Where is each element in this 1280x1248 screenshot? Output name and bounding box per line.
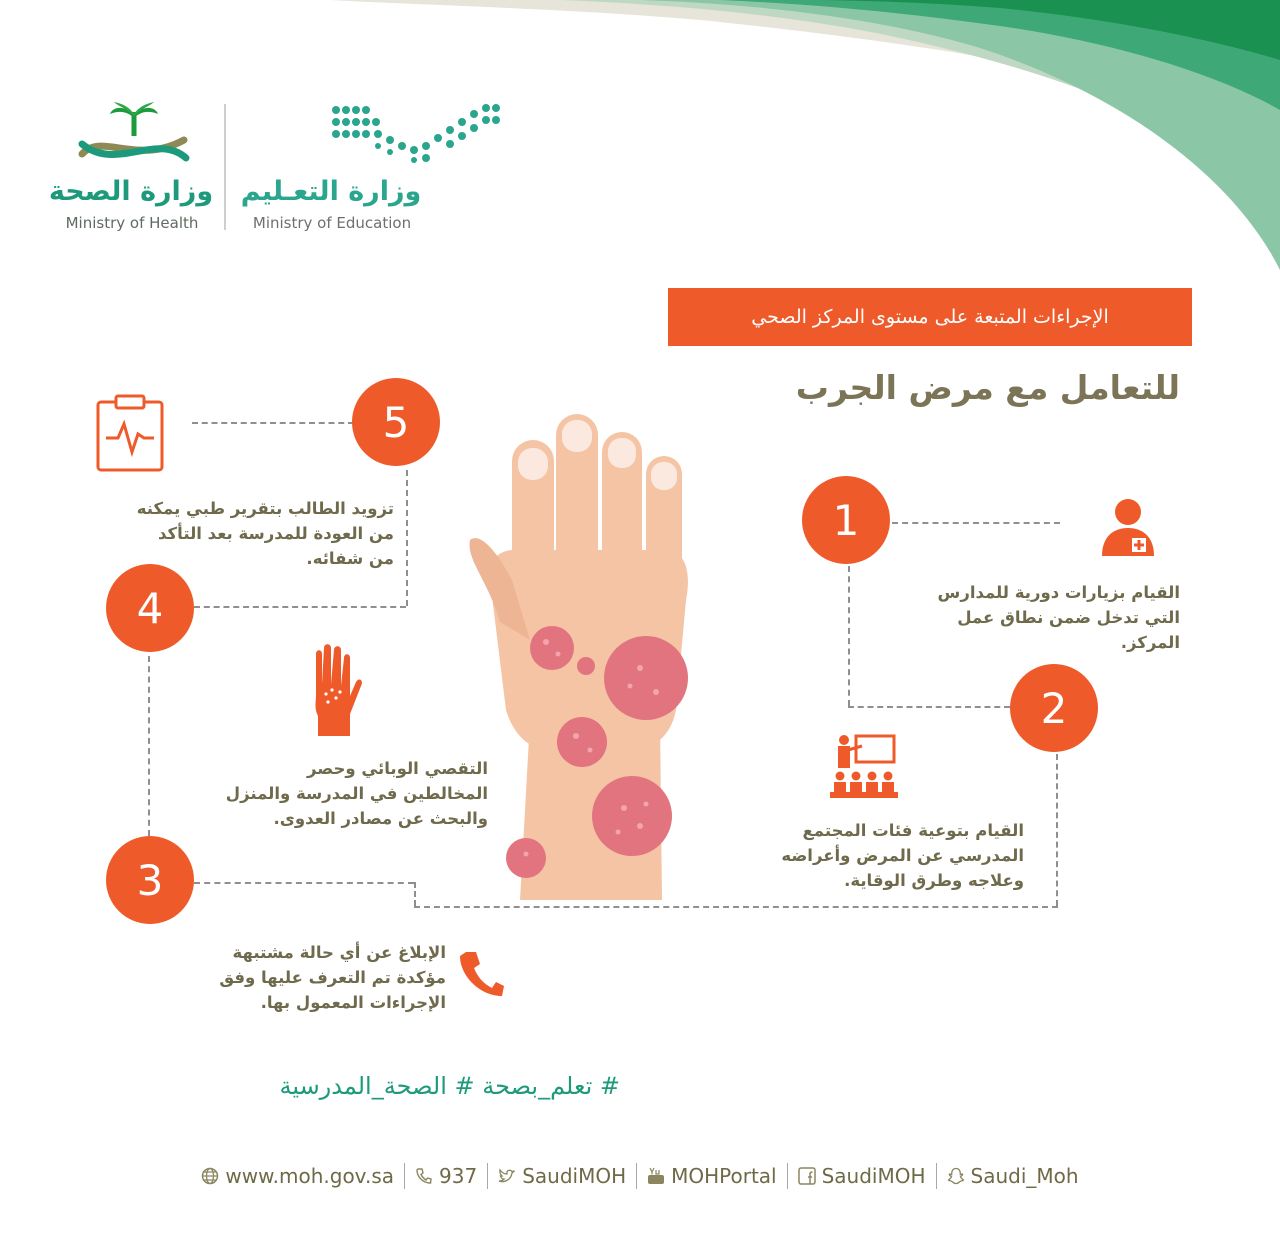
connector-5-4-vertical	[406, 470, 408, 606]
phone-small-icon	[415, 1167, 433, 1185]
step-4-line-3: والبحث عن مصادر العدوى.	[273, 809, 488, 828]
medic-person-icon	[1098, 496, 1160, 558]
presentation-audience-icon	[830, 732, 898, 800]
page-title: للتعامل مع مرض الجرب	[795, 368, 1180, 407]
step-number-2: 2	[1010, 664, 1098, 752]
step-4-line-2: المخالطين في المدرسة والمنزل	[225, 784, 488, 803]
step-2-line-1: القيام بتوعية فئات المجتمع	[802, 821, 1024, 840]
step-number-1: 1	[802, 476, 890, 564]
moe-logo-english: Ministry of Education	[252, 214, 412, 232]
header-swoosh	[0, 0, 1280, 300]
footer-divider	[487, 1163, 488, 1189]
step-5-line-1: تزويد الطالب بتقرير طبي يمكنه	[136, 499, 394, 518]
step-5-text	[60, 496, 394, 571]
step-2-line-2: المدرسي عن المرض وأعراضه	[781, 846, 1024, 865]
step-1-line-1: القيام بزيارات دورية للمدارس	[937, 583, 1180, 602]
rash-hand-illustration	[460, 410, 700, 904]
footer-youtube-text: MOHPortal	[671, 1164, 777, 1188]
footer-snapchat[interactable]	[947, 1164, 1079, 1188]
step-number-3: 3	[106, 836, 194, 924]
step-3-line-3: الإجراءات المعمول بها.	[260, 993, 446, 1012]
medical-report-icon	[94, 394, 166, 474]
footer-website[interactable]	[201, 1164, 394, 1188]
footer-divider	[787, 1163, 788, 1189]
connector-3	[194, 882, 414, 884]
connector-1-2-horizontal	[848, 706, 1010, 708]
step-2-line-3: وعلاجه وطرق الوقاية.	[844, 871, 1024, 890]
connector-3-riser	[414, 882, 416, 906]
step-5-line-3: من شفائه.	[306, 549, 394, 568]
step-4-line-1: التقصي الوبائي وحصر	[306, 759, 488, 778]
logo-separator	[224, 104, 226, 230]
connector-5	[192, 422, 354, 424]
footer-phone-text: 937	[439, 1164, 478, 1188]
facebook-icon	[798, 1167, 816, 1185]
connector-1	[892, 522, 1060, 524]
footer-contacts	[0, 1156, 1280, 1196]
moe-dots-emblem-icon	[330, 102, 502, 164]
step-2-text	[712, 818, 1024, 893]
connector-4	[194, 606, 406, 608]
moe-logo-arabic: وزارة التعـليم	[240, 176, 422, 207]
footer-twitter[interactable]	[498, 1164, 626, 1188]
footer-phone[interactable]	[415, 1164, 477, 1188]
connector-4-3-vertical	[148, 656, 150, 836]
footer-snapchat-text: Saudi_Moh	[970, 1164, 1079, 1188]
footer-divider	[404, 1163, 405, 1189]
step-4-text	[196, 756, 488, 831]
globe-icon	[201, 1167, 219, 1185]
step-3-line-1: الإبلاغ عن أي حالة مشتبهة	[232, 943, 446, 962]
footer-facebook[interactable]	[798, 1164, 926, 1188]
moh-emblem-icon	[76, 102, 192, 172]
footer-youtube[interactable]	[647, 1164, 777, 1188]
moh-logo-arabic: وزارة الصحة	[48, 176, 214, 207]
snapchat-ghost-icon	[947, 1167, 965, 1185]
footer-twitter-text: SaudiMOH	[522, 1164, 627, 1188]
youtube-icon	[647, 1167, 665, 1185]
step-5-line-2: من العودة للمدرسة بعد التأكد	[158, 524, 394, 543]
step-number-4: 4	[106, 564, 194, 652]
connector-2-3-bottom	[414, 906, 1058, 908]
step-1-line-3: المركز.	[1120, 633, 1180, 652]
connector-1-2-vertical	[848, 566, 850, 706]
footer-divider	[936, 1163, 937, 1189]
connector-2-down	[1056, 754, 1058, 906]
hashtag-text: # تعلم_بصحة # الصحة_المدرسية	[279, 1072, 620, 1100]
step-number-5: 5	[352, 378, 440, 466]
step-3-line-2: مؤكدة تم التعرف عليها وفق	[219, 968, 446, 987]
footer-facebook-text: SaudiMOH	[821, 1164, 926, 1188]
footer-divider	[636, 1163, 637, 1189]
twitter-bird-icon	[498, 1167, 516, 1185]
footer-website-text: www.moh.gov.sa	[225, 1164, 394, 1188]
step-1-text	[880, 580, 1180, 655]
moh-logo-english: Ministry of Health	[65, 214, 199, 232]
phone-icon	[458, 948, 504, 996]
step-1-line-2: التي تدخل ضمن نطاق عمل	[957, 608, 1180, 627]
infected-hand-icon	[306, 644, 362, 738]
step-3-text	[190, 940, 446, 1015]
subtitle-banner: الإجراءات المتبعة على مستوى المركز الصحي	[668, 288, 1192, 346]
